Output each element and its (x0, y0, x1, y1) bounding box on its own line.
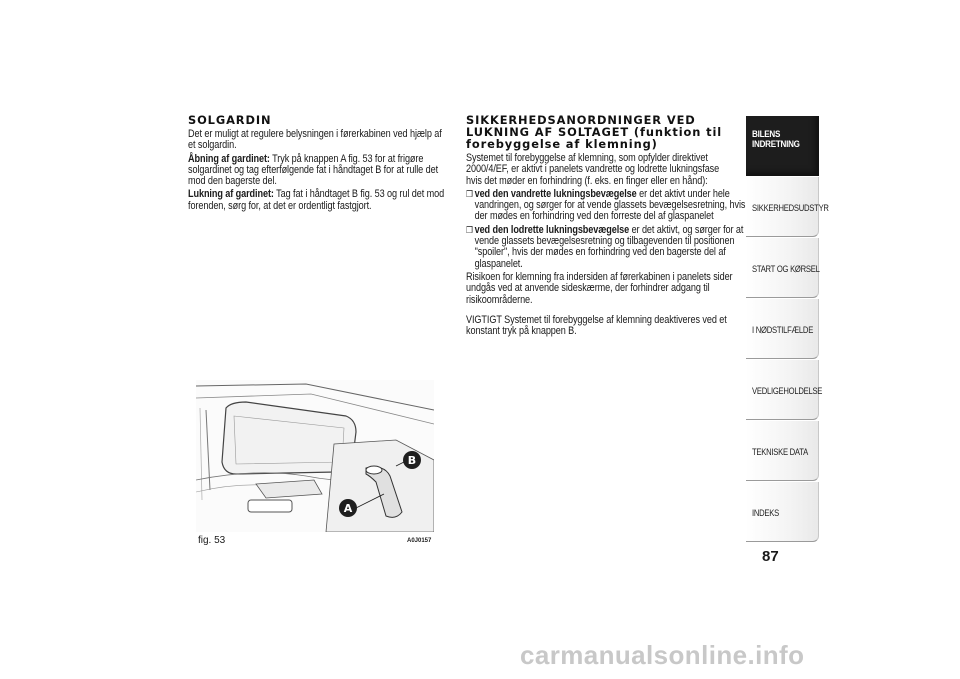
tab-tekniske-data[interactable] (746, 421, 819, 481)
paragraph-intro-text: Det er muligt at regulere belysningen i førerkabinen ved hjælp af et solgardin. (188, 128, 442, 152)
tab-i-nodstilfaelde[interactable] (746, 299, 819, 359)
page-number: 87 (762, 548, 779, 565)
figure-53-sunshade-illustration (196, 380, 434, 532)
tab-label: SIKKERHEDSUDSTYR (752, 203, 829, 213)
system-intro-text: Systemet til forebyggelse af klemning, som opfylder direktivet 2000/4/EF, er aktivt i panelets vandrette og lodrette lukningsfase hvis det møder en forhindring (f. eks. en finger eller en hånd): (466, 152, 720, 187)
bullet-horizontal (466, 189, 746, 223)
heading-line-3: forebyggelse af klemning) (466, 137, 658, 151)
paragraph-intro (188, 129, 449, 152)
closing-label: Lukning af gardinet: (188, 188, 274, 201)
heading-line-2: LUKNING AF SOLTAGET (funktion til (466, 125, 723, 139)
section-heading-solgardin: SOLGARDIN (188, 113, 272, 127)
label-a: A (343, 502, 353, 515)
left-column (188, 114, 450, 214)
closing-text: Tag fat i håndtaget B fig. 53 og rul det mod forenden, sørg for, at det er ordentligt fastgjort. (188, 188, 445, 212)
heading-line-1: SIKKERHEDSANORDNINGER VED (466, 113, 696, 127)
tab-label: TEKNISKE DATA (752, 447, 808, 457)
tab-label: START OG KØRSEL (752, 264, 820, 274)
sunshade-drawing (196, 380, 434, 532)
tab-label: VEDLIGEHOLDELSE (752, 386, 823, 396)
bullet-horizontal-text: er det aktivt under hele vandringen, og sørger for at vende glassets bevægelsesretning, hvis der mødes en forhindring ved den forreste del af glaspanelet (474, 187, 746, 223)
paragraph-opening (188, 154, 449, 188)
opening-text: Tryk på knappen A fig. 53 for at frigøre solgardinet og tag efterfølgende fat i håndtaget B for at rulle det mod den bagerste del. (188, 152, 439, 188)
label-b: B (407, 454, 417, 467)
section-heading-safety (466, 114, 738, 150)
figure-code: A0J0157 (407, 538, 432, 544)
bullet-vertical-label: ved den lodrette lukningsbevægelse (474, 223, 630, 236)
opening-label: Åbning af gardinet: (188, 152, 270, 165)
figure-caption: fig. 53 (198, 535, 226, 546)
watermark: carmanualsonline.info (520, 640, 805, 670)
paragraph-risk (466, 272, 737, 306)
paragraph-important-note (466, 315, 737, 338)
important-note-text: VIGTIGT Systemet til forebyggelse af klemning deaktiveres ved et konstant tryk på knappen B. (466, 313, 727, 338)
tab-bilens-indretning[interactable] (746, 116, 819, 176)
tab-start-og-korsel[interactable] (746, 238, 819, 298)
risk-text: Risikoen for klemning fra indersiden af førerkabinen i panelets sider undgås ved at anvende sideskærme, der forhindrer adgang til risikoområderne. (466, 270, 733, 306)
checkbox-bullet-icon: ❒ (466, 188, 473, 199)
bullet-vertical (466, 225, 746, 270)
paragraph-closing (188, 189, 449, 212)
bullet-vertical-text: er det aktivt, og sørger for at vende glassets bevægelsesretning og tilbagevenden til positionen "spoiler", hvis der mødes en forhindring ved den bagerste del af glaspanelet. (474, 223, 744, 270)
chapter-tabs (746, 116, 829, 543)
tab-label: I NØDSTILFÆLDE (752, 325, 814, 335)
tab-label: BILENS INDRETNING (752, 129, 800, 150)
tab-indeks[interactable] (746, 482, 819, 542)
right-column (466, 113, 746, 339)
tab-label: INDEKS (752, 508, 779, 518)
tab-sikkerhedsudstyr[interactable] (746, 177, 829, 237)
paragraph-system-intro (466, 153, 737, 187)
checkbox-bullet-icon: ❒ (466, 224, 473, 235)
tab-vedligeholdelse[interactable] (746, 360, 823, 420)
bullet-horizontal-label: ved den vandrette lukningsbevægelse (474, 187, 637, 200)
